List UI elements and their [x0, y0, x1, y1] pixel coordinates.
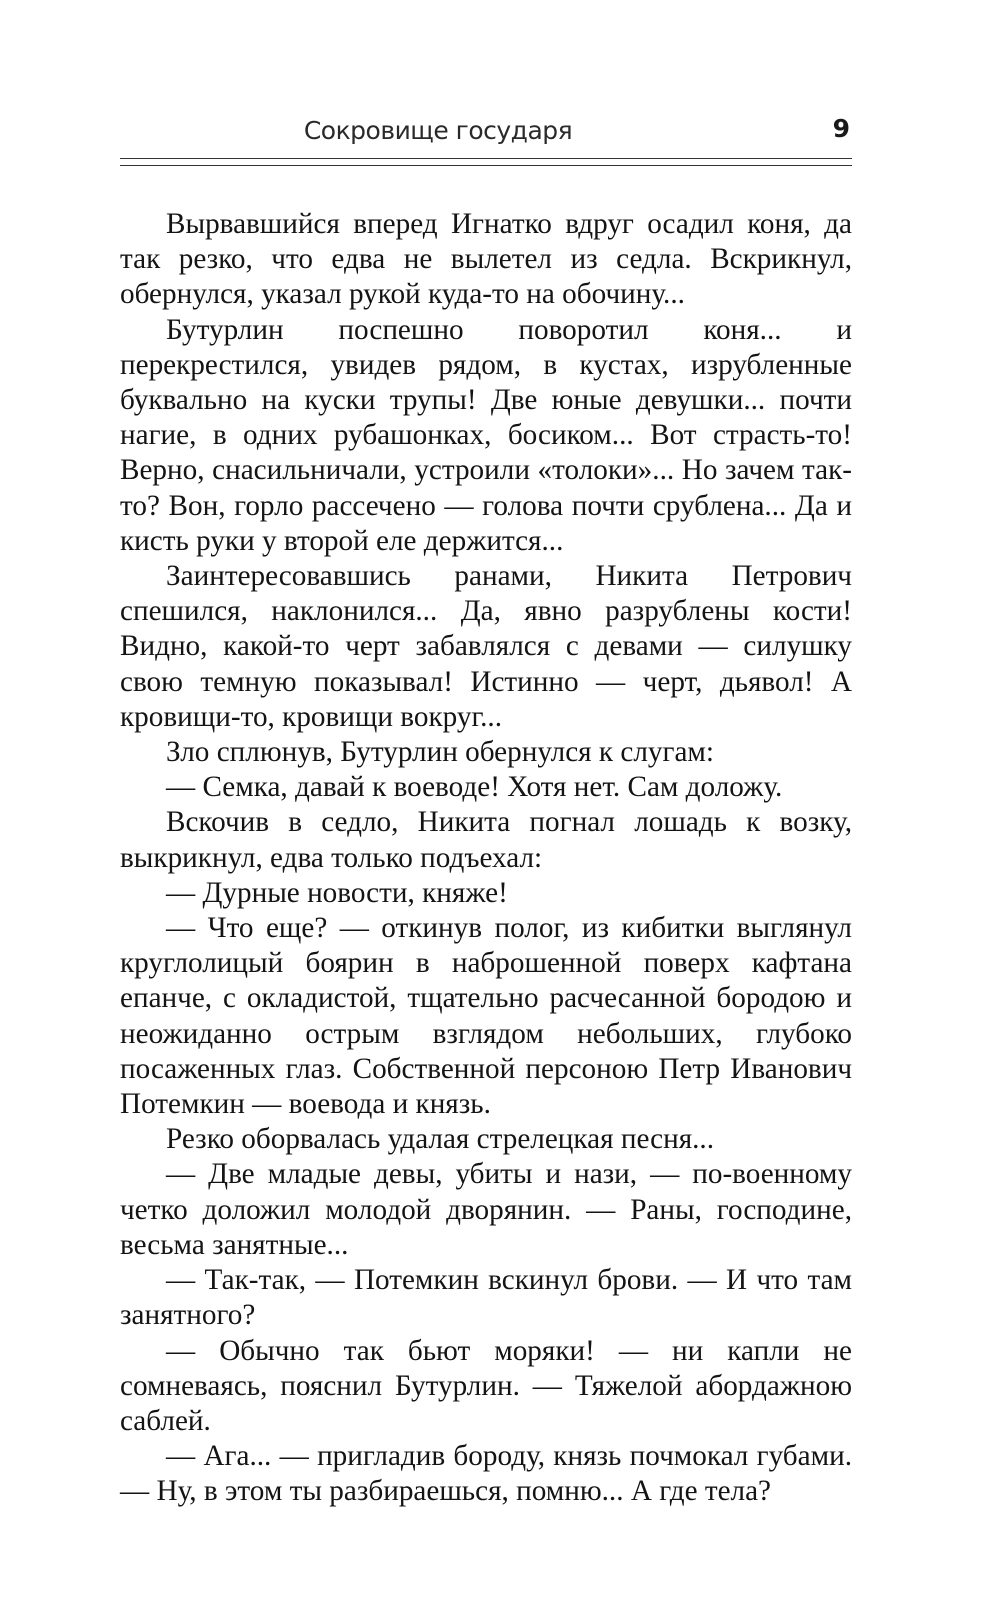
paragraph: Заинтересовавшись ранами, Никита Петрович спешился, наклонился... Да, явно разрублены кости! Видно, какой-то черт забавлялся с девами — силушку свою темную показывал! Истинно — черт, дьявол! А кровищи-то, кровищи вокруг...: [120, 560, 852, 733]
paragraph: Вскочив в седло, Никита погнал лошадь к возку, выкрикнул, едва только подъехал:: [120, 806, 852, 874]
body-text: [120, 207, 852, 1510]
paragraph: — Семка, давай к воеводе! Хотя нет. Сам доложу.: [166, 771, 783, 804]
paragraph: — Две младые девы, убиты и нази, — по-военному четко доложил молодой дворянин. — Раны, господине, весьма занятные...: [120, 1158, 852, 1261]
paragraph: — Обычно так бьют моряки! — ни капли не сомневаясь, пояснил Бутурлин. — Тяжелой абордажною саблей.: [120, 1334, 852, 1437]
paragraph: Резко оборвалась удалая стрелецкая песня...: [166, 1123, 715, 1156]
running-header: [120, 112, 852, 152]
header-rule-bottom: [120, 165, 852, 166]
header-rule-top: [120, 158, 852, 159]
paragraph: — Что еще? — откинув полог, из кибитки выглянул круглолицый боярин в наброшенной поверх кафтана епанче, с окладистой, тщательно расчесанной бородою и неожиданно острым взглядом небольших, глубоко посаженных глаз. Собственной персоною Петр Иванович Потемкин — воевода и князь.: [120, 912, 852, 1121]
paragraph: Вырвавшийся вперед Игнатко вдруг осадил коня, да так резко, что едва не вылетел из седла. Вскрикнул, обернулся, указал рукой куда-то на обочину...: [120, 208, 852, 311]
running-title: Сокровище государя: [303, 116, 573, 145]
paragraph: — Дурные новости, княже!: [166, 876, 508, 909]
page-number: 9: [832, 114, 850, 143]
paragraph: — Ага... — пригладив бороду, князь почмокал губами. — Ну, в этом ты разбираешься, помню... А где тела?: [120, 1440, 852, 1508]
paragraph: Зло сплюнув, Бутурлин обернулся к слугам:: [166, 736, 715, 769]
paragraph: — Так-так, — Потемкин вскинул брови. — И что там занятного?: [120, 1264, 852, 1332]
paragraph: Бутурлин поспешно поворотил коня... и перекрестился, увидев рядом, в кустах, изрубленные буквально на куски трупы! Две юные девушки... почти нагие, в одних рубашонках, босиком... Вот страсть-то! Верно, снасильничали, устроили «толоки»... Но зачем так-то? Вон, горло рассечено — голова почти срублена... Да и кисть руки у второй еле держится...: [120, 313, 852, 557]
